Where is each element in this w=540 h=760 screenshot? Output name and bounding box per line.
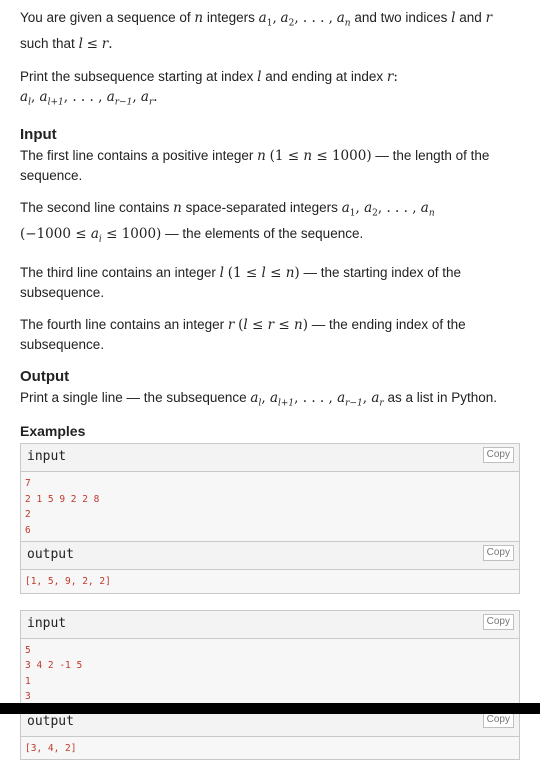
input-line: 2 1 5 9 2 2 8 xyxy=(25,493,100,505)
output-content xyxy=(21,570,519,593)
output-header xyxy=(21,541,519,570)
input-heading: Input xyxy=(20,126,57,144)
input-content xyxy=(21,639,519,708)
output-line: [1, 5, 9, 2, 2] xyxy=(25,576,111,588)
input-line: 2 xyxy=(25,509,31,521)
intro-text: and two indices xyxy=(354,10,448,25)
problem-statement xyxy=(20,8,520,760)
example-2 xyxy=(20,610,520,760)
input-text: The second line contains xyxy=(20,200,170,216)
output-text: Print a single line — the subsequence xyxy=(20,389,247,405)
input-line-4: The fourth line contains an integer r (l ≤ r ≤ n) — the ending index of the subsequence. xyxy=(20,316,466,352)
input-text: — the ending index of the subsequence. xyxy=(20,316,466,352)
output-line: [3, 4, 2] xyxy=(25,742,77,754)
intro-text: You are given a sequence of xyxy=(20,10,191,25)
output-content xyxy=(21,737,519,760)
input-line: 6 xyxy=(25,524,31,536)
output-label: output xyxy=(27,547,74,563)
output-text: as a list in Python. xyxy=(387,389,498,405)
input-content xyxy=(21,472,519,541)
print-text: Print the subsequence starting at index xyxy=(20,68,254,84)
input-text: The third line contains an integer xyxy=(20,264,216,280)
input-label: input xyxy=(27,449,67,465)
copy-button[interactable]: Copy xyxy=(483,614,514,630)
input-line-1: The first line contains a positive integer n (1 ≤ n ≤ 1000) — the length of the sequence. xyxy=(20,148,490,184)
input-line: 7 xyxy=(25,478,31,490)
input-text: — the length of the sequence. xyxy=(20,148,490,184)
input-line: 1 xyxy=(25,675,31,687)
output-heading: Output xyxy=(20,367,70,385)
print-text: and ending at index xyxy=(265,68,384,84)
example-1 xyxy=(20,443,520,594)
copy-button[interactable]: Copy xyxy=(483,447,514,463)
copy-button[interactable]: Copy xyxy=(483,545,514,561)
input-label: input xyxy=(27,615,67,631)
bottom-bar xyxy=(0,703,540,714)
input-header xyxy=(21,611,519,639)
input-line: 3 4 2 -1 5 xyxy=(25,660,83,672)
intro-text: and xyxy=(459,10,482,25)
print-paragraph: Print the subsequence starting at index l and ending at index r: $a_l$, $a_{l+1}$, . . . , $a_{r-1}$, $a_r$. xyxy=(20,68,398,108)
input-line-2: The second line contains n space-separated integers $a_1$, $a_2$, . . . , $a_n$ $(-1000 \le a_i \le 1000)$ — the elements of the sequence. xyxy=(20,200,435,245)
output-line: Print a single line — the subsequence $a_l$, $a_{l+1}$, . . . , $a_{r-1}$, $a_r$ as a list in Python. xyxy=(20,389,498,409)
intro-text: integers xyxy=(206,10,255,25)
input-header xyxy=(21,444,519,472)
input-line: 3 xyxy=(25,691,31,703)
copy-button[interactable]: Copy xyxy=(483,712,514,728)
input-text: — the elements of the sequence. xyxy=(165,226,364,242)
intro-text: such that xyxy=(20,35,75,51)
input-line: 5 xyxy=(25,644,31,656)
intro-paragraph: You are given a sequence of n integers $a_1$, $a_2$, . . . , $a_n$ and two indices l and r such that l ≤ r. xyxy=(20,10,493,52)
input-text: The fourth line contains an integer xyxy=(20,316,225,332)
input-text: — the starting index of the subsequence. xyxy=(20,264,462,300)
examples-title: Examples xyxy=(20,423,86,440)
output-label: output xyxy=(27,713,74,729)
input-text: space-separated integers xyxy=(185,200,338,216)
input-line-3: The third line contains an integer l (1 ≤ l ≤ n) — the starting index of the subsequence. xyxy=(20,264,462,300)
input-text: The first line contains a positive integer xyxy=(20,148,254,164)
